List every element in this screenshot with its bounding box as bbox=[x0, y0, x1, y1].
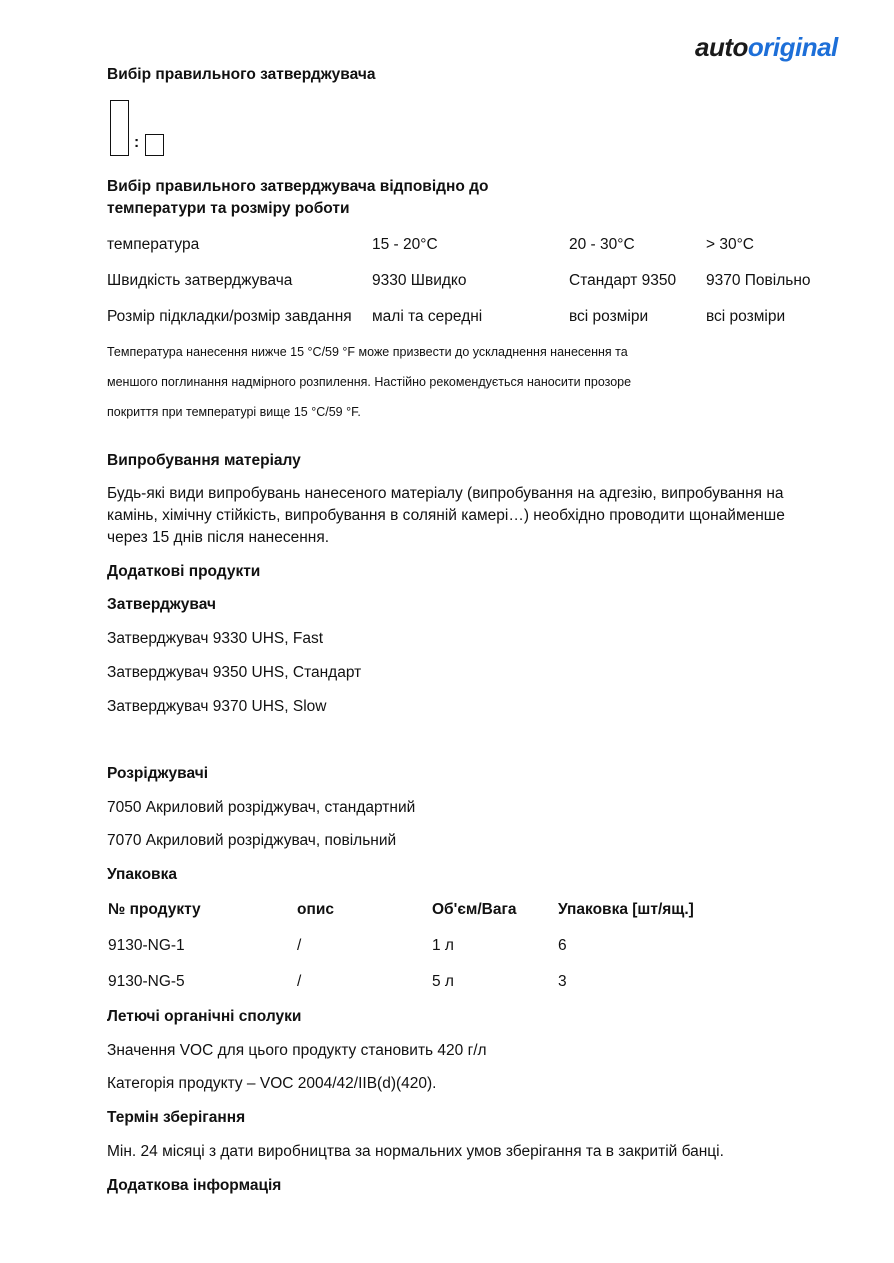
mix-ratio-separator: : bbox=[134, 134, 140, 151]
selection-title-line2: температури та розміру роботи bbox=[107, 200, 350, 217]
selection-cell-r2c1: малі та середні bbox=[372, 308, 483, 325]
packaging-cell-r0c3: 6 bbox=[558, 937, 567, 954]
packaging-cell-r0c1: / bbox=[297, 937, 302, 954]
selection-cell-r2c3: всі розміри bbox=[706, 308, 786, 325]
packaging-cell-r1c0: 9130-NG-5 bbox=[108, 973, 185, 990]
logo-part-auto: auto bbox=[695, 32, 748, 62]
additional-products-title: Додаткові продукти bbox=[107, 563, 261, 580]
temperature-note-line2: меншого поглинання надмірного розпилення. Настійно рекомендується наносити прозоре bbox=[107, 375, 632, 389]
hardener-item-9330: Затверджувач 9330 UHS, Fast bbox=[107, 630, 324, 647]
packaging-header-product-no: № продукту bbox=[108, 901, 201, 918]
thinner-item-7070: 7070 Акриловий розріджувач, повільний bbox=[107, 832, 397, 849]
storage-title: Термін зберігання bbox=[107, 1109, 246, 1126]
selection-cell-r1c0: Швидкість затверджувача bbox=[107, 272, 293, 289]
testing-text: Будь-які види випробувань нанесеного матеріалу (випробування на адгезію, випробування на камінь, хімічну стійкість, випробування в соляній камері…) необхідно проводити щонайменше через 15 днів після нанесення. bbox=[107, 485, 785, 546]
storage-text: Мін. 24 місяці з дати виробництва за нормальних умов зберігання та в закритій банці. bbox=[107, 1143, 724, 1160]
logo-part-original: original bbox=[747, 32, 838, 62]
voc-value-line: Значення VOC для цього продукту становить 420 г/л bbox=[107, 1042, 487, 1059]
testing-title: Випробування матеріалу bbox=[107, 452, 301, 469]
packaging-header-pack: Упаковка [шт/ящ.] bbox=[558, 901, 694, 918]
temperature-note-line1: Температура нанесення нижче 15 °C/59 °F може призвести до ускладнення нанесення та bbox=[107, 345, 628, 359]
hardener-item-9370: Затверджувач 9370 UHS, Slow bbox=[107, 698, 327, 715]
voc-category-line: Категорія продукту – VOC 2004/42/IIB(d)(420). bbox=[107, 1075, 437, 1092]
thinners-subtitle: Розріджувачі bbox=[107, 765, 209, 782]
selection-cell-r2c0: Розмір підкладки/розмір завдання bbox=[107, 308, 352, 325]
packaging-cell-r1c1: / bbox=[297, 973, 302, 990]
packaging-cell-r0c0: 9130-NG-1 bbox=[108, 937, 185, 954]
packaging-cell-r0c2: 1 л bbox=[432, 937, 454, 954]
mix-ratio-box-small bbox=[145, 134, 164, 156]
temperature-note-line3: покриття при температурі вище 15 °C/59 °F. bbox=[107, 405, 361, 419]
selection-cell-r1c3: 9370 Повільно bbox=[706, 272, 811, 289]
selection-cell-r0c2: 20 - 30°C bbox=[569, 236, 635, 253]
packaging-cell-r1c2: 5 л bbox=[432, 973, 454, 990]
selection-title-line1: Вибір правильного затверджувача відповідно до bbox=[107, 178, 489, 195]
selection-cell-r0c0: температура bbox=[107, 236, 200, 253]
selection-cell-r0c1: 15 - 20°C bbox=[372, 236, 438, 253]
packaging-cell-r1c3: 3 bbox=[558, 973, 567, 990]
selection-cell-r0c3: > 30°C bbox=[706, 236, 754, 253]
packaging-title: Упаковка bbox=[107, 866, 177, 883]
selection-cell-r1c2: Стандарт 9350 bbox=[569, 272, 677, 289]
additional-info-title: Додаткова інформація bbox=[107, 1177, 282, 1194]
autooriginal-logo bbox=[695, 32, 838, 63]
thinner-item-7050: 7050 Акриловий розріджувач, стандартний bbox=[107, 799, 416, 816]
packaging-header-volume: Об'єм/Вага bbox=[432, 901, 517, 918]
mix-ratio-box-large bbox=[110, 100, 129, 156]
packaging-header-description: опис bbox=[297, 901, 334, 918]
voc-title: Летючі органічні сполуки bbox=[107, 1008, 302, 1025]
hardener-subtitle: Затверджувач bbox=[107, 596, 216, 613]
hardener-item-9350: Затверджувач 9350 UHS, Стандарт bbox=[107, 664, 362, 681]
selection-cell-r1c1: 9330 Швидко bbox=[372, 272, 467, 289]
hardener-choice-title: Вибір правильного затверджувача bbox=[107, 66, 376, 83]
selection-cell-r2c2: всі розміри bbox=[569, 308, 649, 325]
